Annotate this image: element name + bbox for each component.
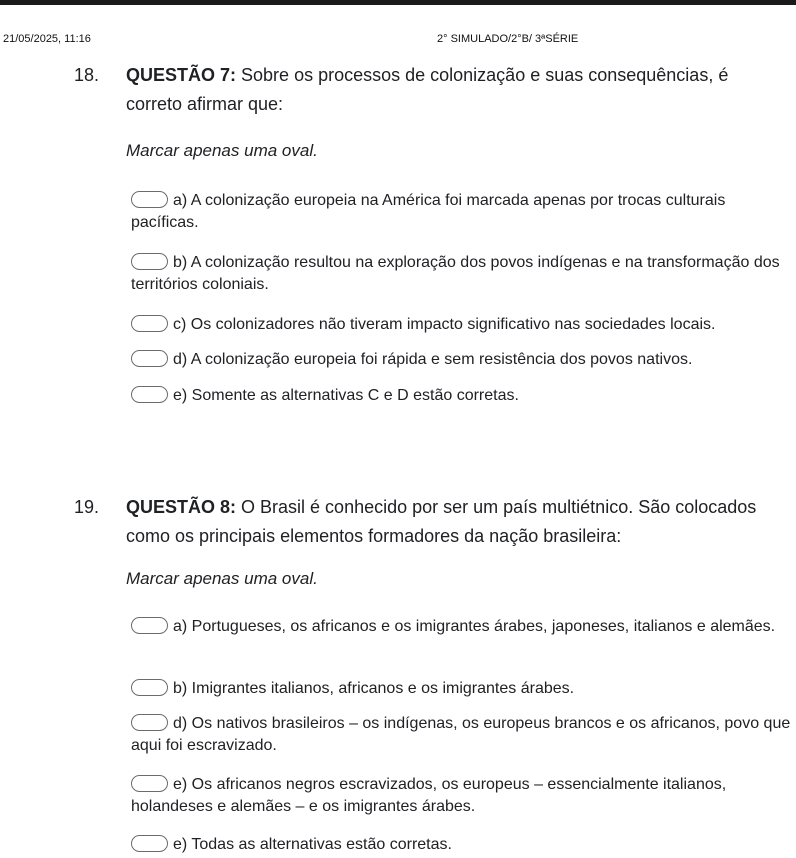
radio-oval[interactable] (131, 386, 168, 403)
radio-oval[interactable] (131, 835, 168, 852)
option-label: b) A colonização resultou na exploração dos povos indígenas e na transformação dos territórios coloniais. (131, 254, 780, 293)
option-e-all[interactable] (131, 834, 791, 856)
question-hint: Marcar apenas uma oval. (126, 141, 318, 160)
option-a[interactable] (131, 616, 791, 638)
radio-oval[interactable] (131, 679, 168, 696)
print-datetime: 21/05/2025, 11:16 (3, 33, 91, 45)
option-label: a) Portugueses, os africanos e os imigrantes árabes, japoneses, italianos e alemães. (173, 618, 776, 635)
option-label: e) Os africanos negros escravizados, os europeus – essencialmente italianos, holandeses e alemães – e os imigrantes árabes. (131, 776, 727, 815)
option-d[interactable] (131, 349, 791, 371)
question-number: 18. (74, 65, 100, 85)
option-b[interactable] (131, 252, 791, 296)
question-label: QUESTÃO 8: (126, 497, 237, 517)
top-bar (0, 0, 796, 5)
print-title: 2° SIMULADO/2°B/ 3ªSÉRIE (437, 33, 579, 45)
radio-oval[interactable] (131, 315, 168, 332)
option-label: a) A colonização europeia na América foi marcada apenas por trocas culturais pacíficas. (131, 192, 726, 231)
question-hint: Marcar apenas uma oval. (126, 569, 318, 588)
question-prompt: O Brasil é conhecido por ser um país multiétnico. São colocados como os principais elementos formadores da nação brasileira: (126, 497, 757, 546)
radio-oval[interactable] (131, 253, 168, 270)
radio-oval[interactable] (131, 714, 168, 731)
option-e[interactable] (131, 385, 791, 407)
question-number: 19. (74, 497, 100, 517)
option-label: c) Os colonizadores não tiveram impacto significativo nas sociedades locais. (173, 316, 716, 333)
option-b[interactable] (131, 678, 791, 700)
question-label: QUESTÃO 7: (126, 65, 237, 85)
option-a[interactable] (131, 190, 791, 234)
option-label: e) Somente as alternativas C e D estão corretas. (173, 387, 519, 404)
option-label: d) A colonização europeia foi rápida e sem resistência dos povos nativos. (173, 351, 693, 368)
option-e[interactable] (131, 774, 791, 818)
option-label: e) Todas as alternativas estão corretas. (173, 836, 452, 853)
radio-oval[interactable] (131, 191, 168, 208)
option-c[interactable] (131, 314, 791, 336)
question-text (126, 61, 781, 119)
radio-oval[interactable] (131, 350, 168, 367)
radio-oval[interactable] (131, 617, 168, 634)
option-label: b) Imigrantes italianos, africanos e os imigrantes árabes. (173, 680, 575, 697)
question-text (126, 493, 781, 551)
option-label: d) Os nativos brasileiros – os indígenas, os europeus brancos e os africanos, povo que aqui foi escravizado. (131, 715, 791, 754)
radio-oval[interactable] (131, 775, 168, 792)
question-prompt: Sobre os processos de colonização e suas consequências, é correto afirmar que: (126, 65, 729, 114)
option-d[interactable] (131, 713, 791, 757)
